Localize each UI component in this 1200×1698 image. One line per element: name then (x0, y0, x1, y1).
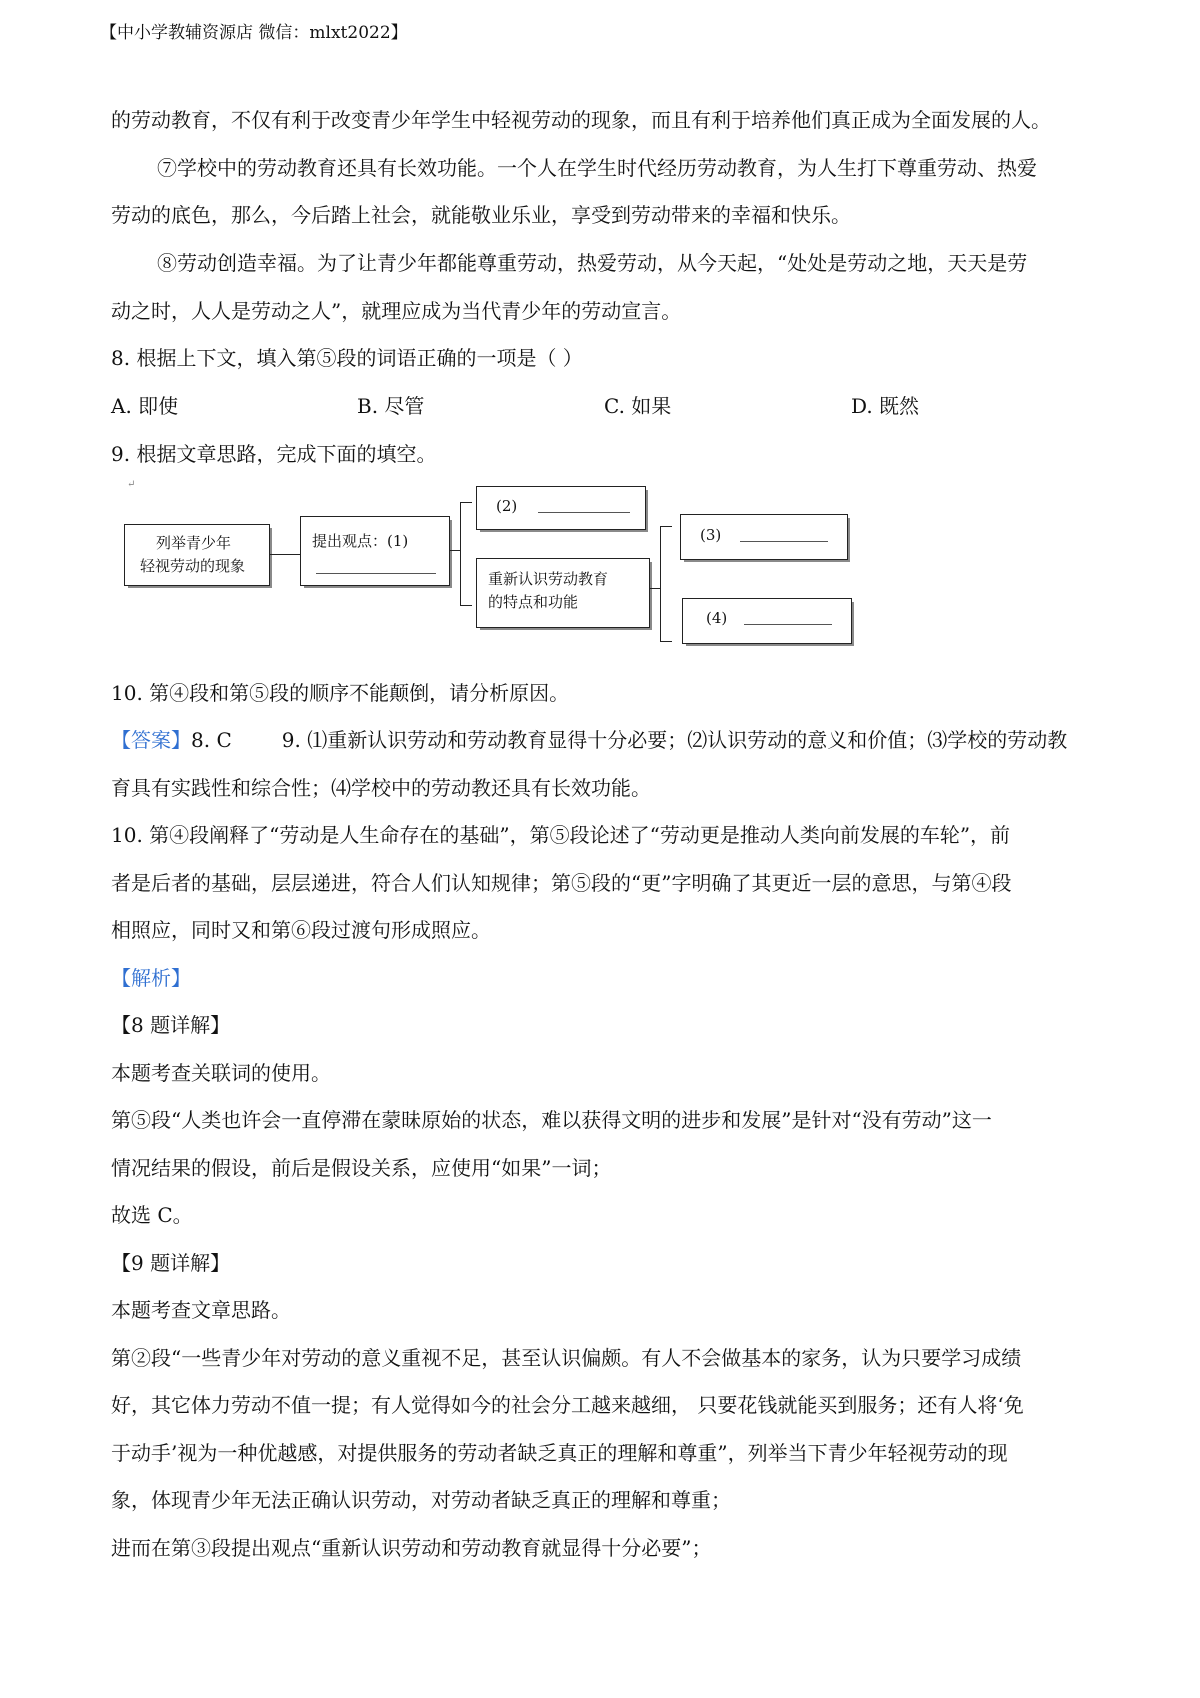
diagram-box-features-line-2: 的特点和功能 (488, 593, 579, 611)
blank-4 (744, 623, 832, 625)
question-8-detail-title: 【8 题详解】 (111, 1013, 231, 1037)
paragraph-8-line-2: 动之时，人人是劳动之人”，就理应成为当代青少年的劳动宣言。 (111, 299, 682, 323)
diagram-box-blank-2-text: (2) (496, 497, 518, 515)
question-8-detail-line-4: 故选 C。 (111, 1203, 193, 1227)
question-8-option-c: C. 如果 (604, 394, 672, 418)
blank-2 (538, 511, 630, 513)
question-8-detail-line-1: 本题考查关联词的使用。 (111, 1061, 331, 1085)
blank-1 (316, 572, 436, 574)
diagram-box-phenomenon-line-1: 列举青少年 (156, 534, 232, 552)
answer-tag: 【答案】 (111, 728, 191, 752)
question-9-detail-title: 【9 题详解】 (111, 1251, 231, 1275)
paragraph-7-line-2: 劳动的底色，那么，今后踏上社会，就能敬业乐业，享受到劳动带来的幸福和快乐。 (111, 203, 851, 227)
question-9-detail-line-5: 象，体现青少年无法正确认识劳动，对劳动者缺乏真正的理解和尊重； (111, 1488, 731, 1512)
answer-8: 8. C (191, 728, 232, 752)
question-10-stem: 10. 第④段和第⑤段的顺序不能颠倒，请分析原因。 (111, 681, 570, 705)
paragraph-8-line-1: ⑧劳动创造幸福。为了让青少年都能尊重劳动，热爱劳动，从今天起，“处处是劳动之地，天天是劳 (157, 251, 1028, 275)
bracket-line (660, 641, 672, 642)
bracket-line (660, 526, 672, 527)
question-8-stem: 8. 根据上下文，填入第⑤段的词语正确的一项是（ ） (111, 346, 583, 370)
bracket-line (460, 502, 461, 606)
connector-line (270, 554, 300, 555)
question-9-detail-line-2: 第②段“一些青少年对劳动的意义重视不足，甚至认识偏颇。有人不会做基本的家务，认为只要学习成绩 (111, 1346, 1022, 1370)
bracket-line (460, 605, 472, 606)
page-header-watermark: 【中小学教辅资源店 微信：mlxt2022】 (100, 23, 408, 43)
question-8-option-d: D. 既然 (851, 394, 920, 418)
answer-9-line-1: 9. ⑴重新认识劳动和劳动教育显得十分必要；⑵认识劳动的意义和价值；⑶学校的劳动教 (281, 728, 1068, 752)
diagram-box-blank-4-text: (4) (706, 609, 728, 627)
answer-10-line-2: 者是后者的基础，层层递进，符合人们认知规律；第⑤段的“更”字明确了其更近一层的意思，与第④段 (111, 871, 1012, 895)
diagram-box-features-line-1: 重新认识劳动教育 (488, 570, 609, 588)
question-9-detail-line-4: 于动手’视为一种优越感，对提供服务的劳动者缺乏真正的理解和尊重”，列举当下青少年轻视劳动的现 (111, 1441, 1008, 1465)
paragraph-6-end: 的劳动教育，不仅有利于改变青少年学生中轻视劳动的现象，而且有利于培养他们真正成为全面发展的人。 (111, 108, 1051, 132)
diagram-box-phenomenon-line-2: 轻视劳动的现象 (140, 557, 246, 575)
question-8-option-b: B. 尽管 (357, 394, 425, 418)
answer-9-line-2: 育具有实践性和综合性；⑷学校中的劳动教还具有长效功能。 (111, 776, 651, 800)
question-9-detail-line-3: 好，其它体力劳动不值一提；有人觉得如今的社会分工越来越细， 只要花钱就能买到服务；还有人将‘免 (111, 1393, 1024, 1417)
paragraph-mark: ↵ (127, 479, 136, 490)
bracket-line (460, 502, 472, 503)
question-8-option-a: A. 即使 (111, 394, 179, 418)
question-8-detail-line-3: 情况结果的假设，前后是假设关系，应使用“如果”一词； (111, 1156, 612, 1180)
answer-10-line-1: 10. 第④段阐释了“劳动是人生命存在的基础”，第⑤段论述了“劳动更是推动人类向前发展的车轮”，前 (111, 823, 1011, 847)
bracket-line (660, 526, 661, 642)
question-9-detail-line-6: 进而在第③段提出观点“重新认识劳动和劳动教育就显得十分必要”； (111, 1536, 712, 1560)
answer-line-1 (111, 724, 1067, 753)
blank-3 (740, 540, 828, 542)
question-8-detail-line-2: 第⑤段“人类也许会一直停滞在蒙昧原始的状态，难以获得文明的进步和发展”是针对“没有劳动”这一 (111, 1108, 992, 1132)
analysis-tag: 【解析】 (111, 966, 191, 990)
connector-line (450, 550, 460, 551)
paragraph-7-line-1: ⑦学校中的劳动教育还具有长效功能。一个人在学生时代经历劳动教育，为人生打下尊重劳动、热爱 (157, 156, 1037, 180)
answer-10-line-3: 相照应，同时又和第⑥段过渡句形成照应。 (111, 918, 491, 942)
connector-line (650, 588, 660, 589)
diagram-box-viewpoint-text: 提出观点：(1) (312, 532, 409, 550)
question-9-detail-line-1: 本题考查文章思路。 (111, 1298, 291, 1322)
question-9-stem: 9. 根据文章思路，完成下面的填空。 (111, 442, 437, 466)
diagram-box-blank-3-text: (3) (700, 526, 722, 544)
